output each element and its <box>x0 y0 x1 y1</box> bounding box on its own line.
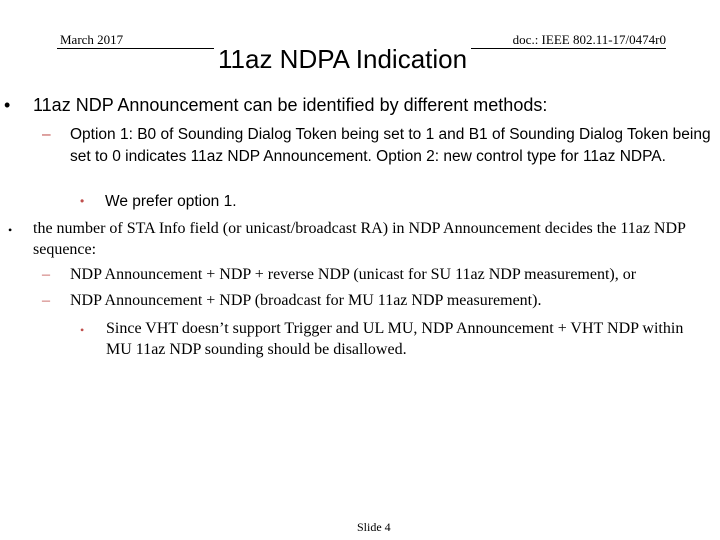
dash-marker: – <box>42 266 50 283</box>
sub-sub-bullet-text: We prefer option 1. <box>105 193 237 210</box>
bullet-marker: • <box>80 323 85 337</box>
bullet-marker: • <box>80 194 85 208</box>
bullet-text: the number of STA Info field (or unicast/broadcast RA) in NDP Announcement decides the 11az NDP sequence: <box>33 220 686 258</box>
header-doc-id: doc.: IEEE 802.11-17/0474r0 <box>512 32 666 47</box>
bullet-text: 11az NDP Announcement can be identified by different methods: <box>33 95 548 115</box>
sub-bullet-text: NDP Announcement + NDP (broadcast for MU 11az NDP measurement). <box>70 292 542 309</box>
header-date: March 2017 <box>60 32 124 47</box>
slide-number: Slide 4 <box>357 520 391 534</box>
bullet-marker: • <box>8 223 13 237</box>
slide-title: 11az NDPA Indication <box>214 44 471 75</box>
dash-marker: – <box>42 126 51 143</box>
bullet-marker: • <box>4 95 11 115</box>
dash-marker: – <box>42 292 50 309</box>
sub-bullet-text: Option 1: B0 of Sounding Dialog Token being set to 1 and B1 of Sounding Dialog Token being set to 0 indicates 11az NDP Announcement. Option 2: new control type for 11az NDPA. <box>70 126 711 165</box>
sub-sub-bullet-text: Since VHT doesn’t support Trigger and UL MU, NDP Announcement + VHT NDP within MU 11az NDP sounding should be disallowed. <box>106 320 684 358</box>
sub-bullet-text: NDP Announcement + NDP + reverse NDP (unicast for SU 11az NDP measurement), or <box>70 266 637 283</box>
